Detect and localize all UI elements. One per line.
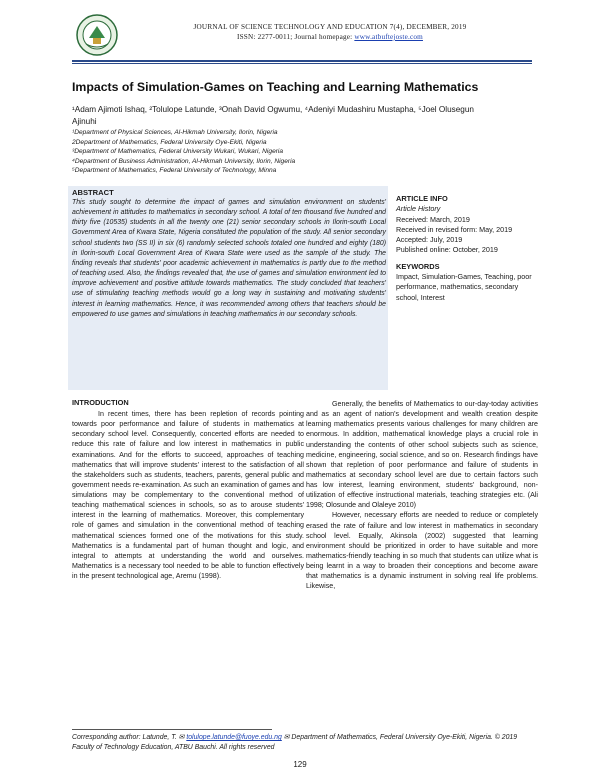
- authors-line-2: Ajinuhi: [72, 117, 97, 126]
- journal-title: JOURNAL OF SCIENCE TECHNOLOGY AND EDUCATION 7(4), DECEMBER, 2019: [193, 23, 467, 31]
- author-email-link[interactable]: tolulope.latunde@fuoye.edu.ng: [186, 734, 282, 741]
- university-seal-logo: [76, 14, 118, 56]
- affiliation-4: ⁴Department of Business Administration, Al-Hikmah University, Ilorin, Nigeria: [72, 157, 296, 165]
- authors-line-1: ¹Adam Ajimoti Ishaq, ²Tolulope Latunde, ³Onah David Ogwumu, ⁴Adeniyi Mudashiru Mustapha, ⁵Joel Olusegun: [72, 105, 474, 114]
- abstract-text: This study sought to determine the impact of games and simulation environment on students' achievement in attitudes to mathematics in secondary school. A total of ten thousand five hundred and thirty five (10535) students in all the twenty one (21) senior secondary schools in Ilorin-south Local Government Area of Kwara State, Nigeria constituted the population of the study. All senior secondary school students two (SS II) in six (6) randomly selected schools totaled one hundred and eighty (180) in Ilorin-south Local Government Area of Kwara State were used as the sample of the study. The finding reveals that students' poor academic achievement in mathematics is partly due to the method of teaching used. Also, the findings revealed that, the use of games and simulation environment led to improve achievement and positive attitude towards mathematics. The study concluded that teachers' use of stimulating teaching methods would go a long way in sustaining and motivating students' interest in learning mathematics. Hence, it was recommended among others that teachers should be empowered to use games and simulations in teaching mathematics in our secondary schools.: [72, 199, 386, 318]
- received-date: Received: March, 2019: [396, 214, 470, 224]
- right-column: [306, 399, 538, 591]
- published-date: Published online: October, 2019: [396, 245, 498, 255]
- footnote-divider: [72, 729, 272, 730]
- header-divider: [72, 60, 532, 62]
- article-history-label: Article History: [396, 204, 441, 214]
- keywords-heading: KEYWORDS: [396, 261, 440, 271]
- affiliations: [72, 128, 472, 176]
- keywords-list: Impact, Simulation-Games, Teaching, poor performance, mathematics, secondary school, Interest: [396, 272, 532, 302]
- paper-title: Impacts of Simulation-Games on Teaching and Learning Mathematics: [72, 80, 479, 94]
- introduction-heading: INTRODUCTION: [72, 398, 129, 407]
- article-info-heading: ARTICLE INFO: [396, 194, 448, 203]
- intro-paragraph-1: In recent times, there has been repletion of records pointing towards poor performance and failure of students in mathematics at secondary school level. Consequently, concerted efforts are needed to reduce this rate of failure and low interest in mathematics in public examinations. And for the efforts to succeed, approaches of teaching mathematics that will improve students' interest to the satisfaction of all the stakeholders such as students, teachers, parents, general public and government needs re-examination. As such an examination of games and simulations may be complementary to the conventional method of teaching mathematical sciences in schools, so as to arouse students' interest in the learning of mathematics. Moreover, this complementary role of games and simulation in the conventional method of teaching mathematical sciences formed one of the motivations for this study. Mathematics is a fundamental part of human thought and logic, and integral to attempts at understanding the world and ourselves. Mathematics is a necessary tool needed to be able to function effectively in the present technological age, Aremu (1998).: [72, 410, 304, 580]
- corresponding-author-footnote: Corresponding author: Latunde, T. ✉ tolulope.latunde@fuoye.edu.ng ✉ Department of Mathematics, Federal University Oye-Ekiti, Nigeria. © 2019 Faculty of Technology Education, ATBU Bauchi. All rights reserved: [72, 734, 518, 751]
- affiliation-1: ¹Department of Physical Sciences, Al-Hikmah University, Ilorin, Nigeria: [72, 129, 278, 136]
- journal-issn: ISSN: 2277-0011; Journal homepage: www.atbuftejoste.com: [237, 33, 423, 41]
- header-divider-thin: [72, 63, 532, 64]
- revised-date: Received in revised form: May, 2019: [396, 224, 513, 234]
- accepted-date: Accepted: July, 2019: [396, 235, 463, 245]
- author-list: [72, 104, 532, 128]
- left-column: [72, 409, 304, 581]
- intro-paragraph-3: However, necessary efforts are needed to reduce or completely erased the rate of failure and low interest in mathematics in secondary school level. Equally, Akinsola (2002) suggested that learning environment should be prioritized in order to have suitable and more mathematics-friendly teaching in so much that students can utilize what is being learnt in a way to broaden their conceptions and become aware that mathematics is a dynamic instrument in solving real life problems. Likewise,: [306, 511, 538, 591]
- article-info: [396, 194, 536, 303]
- affiliation-3: ³Department of Mathematics, Federal University Wukari, Wukari, Nigeria: [72, 148, 284, 156]
- affiliation-2: 2Department of Mathematics, Federal University Oye-Ekiti, Nigeria: [72, 138, 267, 146]
- journal-header: [150, 22, 510, 42]
- intro-paragraph-2: Generally, the benefits of Mathematics to our-day-today activities and as an agent of nation's development and wealth creation despite learning mathematics presents various challenges for many children are enormous. In addition, mathematical knowledge plays a crucial role in understanding the contents of other school subjects such as science, medicine, engineering, social science, and so on. Research findings have shown that repletion of poor performance and failure of students in mathematics at secondary school level are due to certain factors such has low interest, learning environment, students' background, non-utilization of effective instructional materials, teaching strategies etc. (Ali 1998; Olosunde and Olaleye 2010): [306, 400, 538, 510]
- affiliation-5: ⁵Department of Mathematics, Federal University of Technology, Minna: [72, 167, 277, 175]
- journal-homepage-link[interactable]: www.atbuftejoste.com: [354, 33, 423, 41]
- page-number: 129: [293, 760, 307, 769]
- abstract-heading: ABSTRACT: [72, 188, 114, 197]
